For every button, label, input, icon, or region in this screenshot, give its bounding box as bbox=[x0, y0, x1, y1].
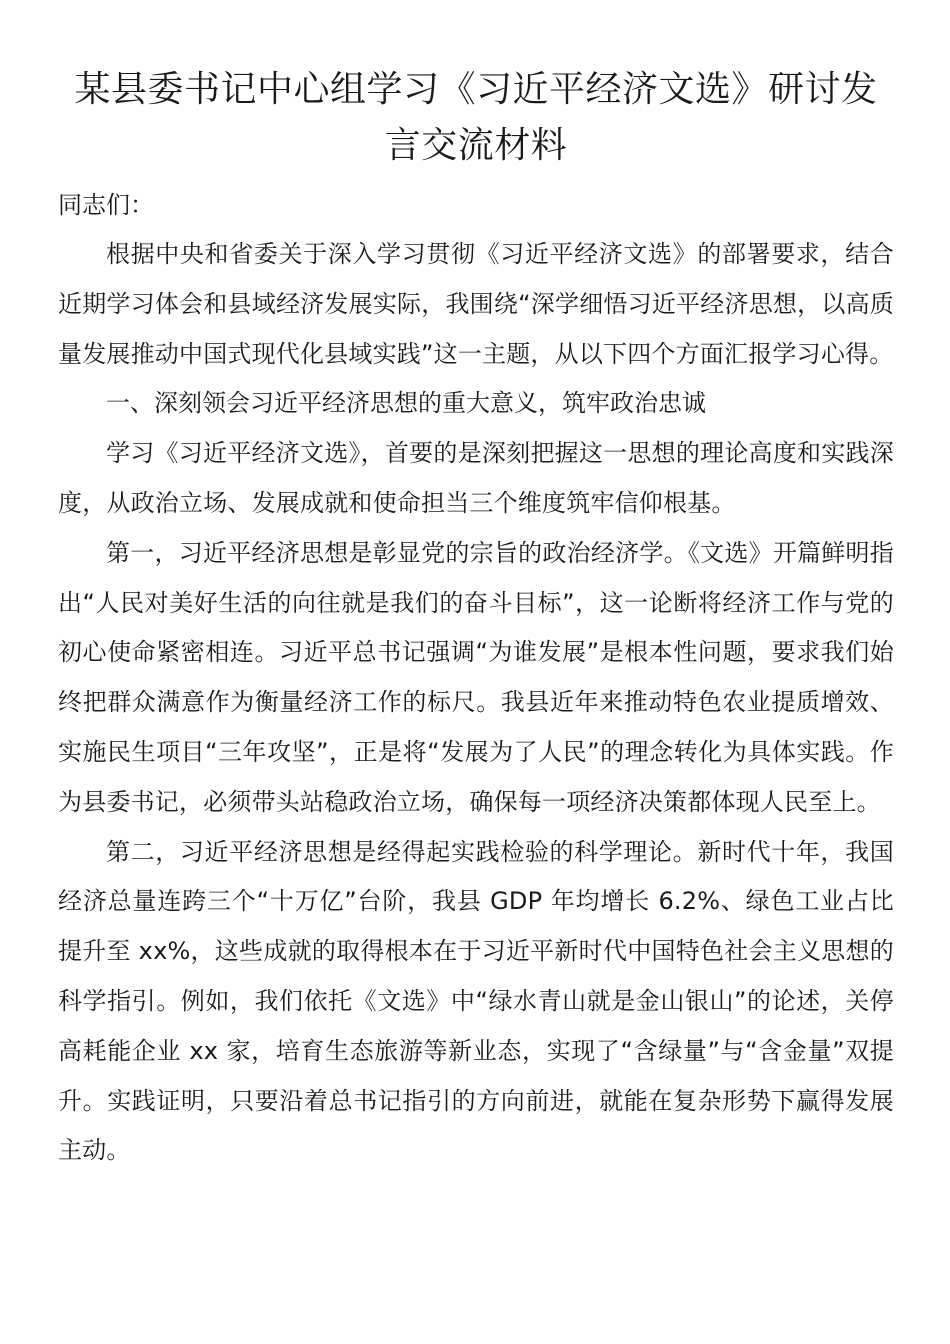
section-1-heading: 一、深刻领会习近平经济思想的重大意义，筑牢政治忠诚 bbox=[106, 389, 706, 418]
document-title: 某县委书记中心组学习《习近平经济文选》研讨发言交流材料 bbox=[74, 69, 878, 166]
point-1-paragraph: 第一，习近平经济思想是彰显党的宗旨的政治经济学。《文选》开篇鲜明指出“人民对美好生活的向往就是我们的奋斗目标”，这一论断将经济工作与党的初心使命紧密相连。习近平总书记强调“为谁发展”是根本性问题，要求我们始终把群众满意作为衡量经济工作的标尺。我县近年来推动特色农业提质增效、实施民生项目“三年攻坚”，正是将“发展为了人民”的理念转化为具体实践。作为县委书记，必须带头站稳政治立场，确保每一项经济决策都体现人民至上。 bbox=[58, 538, 894, 816]
salutation: 同志们： bbox=[58, 191, 154, 219]
point-2-paragraph: 第二，习近平经济思想是经得起实践检验的科学理论。新时代十年，我国经济总量连跨三个“十万亿”台阶，我县 GDP 年均增长 6.2%、绿色工业占比提升至 xx%，这些成就的取得根本在于习近平新时代中国特色社会主义思想的科学指引。例如，我们依托《文选》中“绿水青山就是金山银山”的论述，关停高耗能企业 xx 家，培育生态旅游等新业态，实现了“含绿量”与“含金量”双提升。实践证明，只要沿着总书记指引的方向前进，就能在复杂形势下赢得发展主动。 bbox=[58, 837, 894, 1165]
section-1-lead-paragraph: 学习《习近平经济文选》，首要的是深刻把握这一思想的理论高度和实践深度，从政治立场、发展成就和使命担当三个维度筑牢信仰根基。 bbox=[58, 439, 894, 517]
document-page bbox=[58, 62, 894, 1176]
intro-paragraph: 根据中央和省委关于深入学习贯彻《习近平经济文选》的部署要求，结合近期学习体会和县域经济发展实际，我围绕“深学细悟习近平经济思想，以高质量发展推动中国式现代化县域实践”这一主题，从以下四个方面汇报学习心得。 bbox=[58, 240, 894, 368]
